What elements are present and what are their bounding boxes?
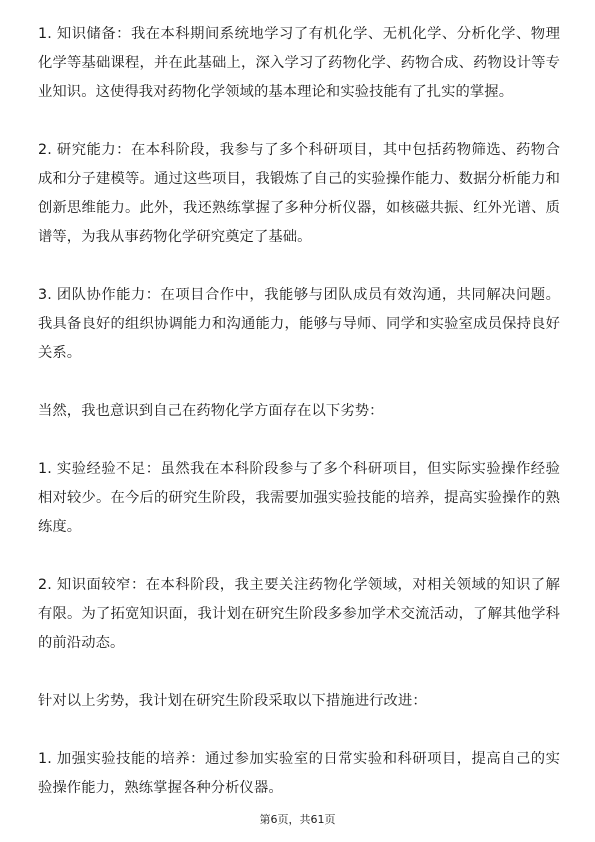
- page-number: 第6页，共61页: [259, 813, 336, 826]
- paragraph-strengthen-skills: 1. 加强实验技能的培养：通过参加实验室的日常实验和科研项目，提高自己的实验操作能力，熟练掌握各种分析仪器。: [38, 751, 560, 796]
- paragraph-research-ability: 2. 研究能力：在本科阶段，我参与了多个科研项目，其中包括药物筛选、药物合成和分子建模等。通过这些项目，我锻炼了自己的实验操作能力、数据分析能力和创新思维能力。此外，我还熟练掌握了多种分析仪器，如核磁共振、红外光谱、质谱等，为我从事药物化学研究奠定了基础。: [38, 142, 560, 245]
- paragraph-narrow-knowledge: 2. 知识面较窄：在本科阶段，我主要关注药物化学领域，对相关领域的知识了解有限。为了拓宽知识面，我计划在研究生阶段多参加学术交流活动，了解其他学科的前沿动态。: [38, 577, 560, 651]
- paragraph-improvement-intro: 针对以上劣势，我计划在研究生阶段采取以下措施进行改进：: [38, 693, 427, 709]
- paragraph-teamwork: 3. 团队协作能力：在项目合作中，我能够与团队成员有效沟通，共同解决问题。我具备良好的组织协调能力和沟通能力，能够与导师、同学和实验室成员保持良好关系。: [38, 287, 560, 361]
- paragraph-knowledge: 1. 知识储备：我在本科期间系统地学习了有机化学、无机化学、分析化学、物理化学等基础课程，并在此基础上，深入学习了药物化学、药物合成、药物设计等专业知识。这使得我对药物化学领域的基本理论和实验技能有了扎实的掌握。: [38, 26, 560, 100]
- paragraph-lack-of-experience: 1. 实验经验不足：虽然我在本科阶段参与了多个科研项目，但实际实验操作经验相对较少。在今后的研究生阶段，我需要加强实验技能的培养，提高实验操作的熟练度。: [38, 461, 560, 535]
- paragraph-weakness-intro: 当然，我也意识到自己在药物化学方面存在以下劣势：: [38, 403, 384, 419]
- document-body: [38, 20, 560, 832]
